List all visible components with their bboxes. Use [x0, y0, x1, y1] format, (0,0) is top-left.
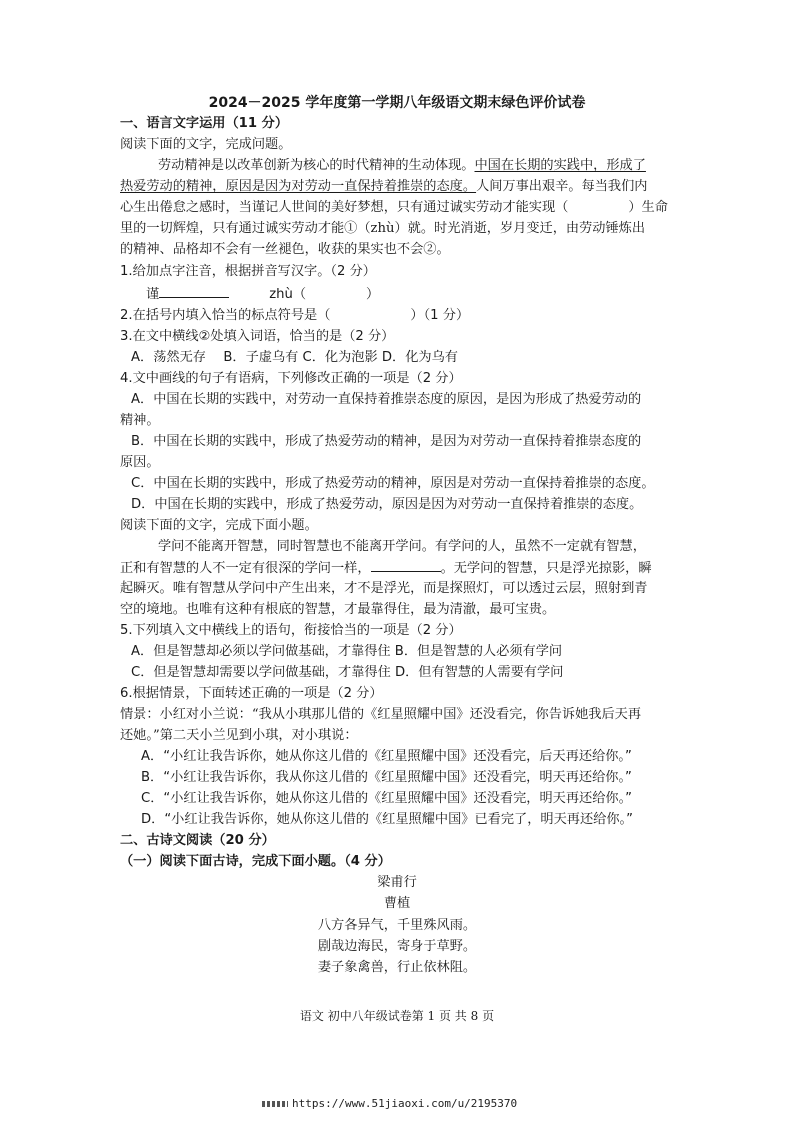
question-6-option-b: B．“小红让我告诉你，我从你这儿借的《红星照耀中国》还没看完，明天再还给你。” — [141, 770, 632, 785]
poem-author: 曹植 — [383, 896, 411, 911]
section-2-heading: 二、古诗文阅读（20 分） — [120, 833, 275, 848]
question-4-option-a-cont: 精神。 — [120, 413, 160, 428]
question-4-option-b: B．中国在长期的实践中，形成了热爱劳动的精神，是因为对劳动一直保持着推崇态度的 — [131, 434, 642, 449]
question-6-option-a: A．“小红让我告诉你，她从你这儿借的《红星照耀中国》还没看完，后天再还给你。” — [141, 749, 632, 764]
passage2-line1: 学问不能离开智慧，同时智慧也不能离开学问。有学问的人，虽然不一定就有智慧， — [158, 539, 646, 554]
reading-instruction-1: 阅读下面的文字，完成问题。 — [120, 137, 292, 152]
answer-blank[interactable] — [159, 284, 229, 298]
question-5-options-cd: C．但是智慧却需要以学问做基础，才靠得住 D．但有智慧的人需要有学问 — [131, 665, 564, 680]
poem-line-3: 妻子象禽兽，行止依林阻。 — [317, 960, 477, 975]
scenario-line2: 还她。”第二天小兰见到小琪，对小琪说： — [120, 728, 358, 743]
answer-blank[interactable] — [371, 558, 441, 572]
page-footer: 语文 初中八年级试卷第 1 页 共 8 页 — [299, 1009, 495, 1023]
question-1-answer-line: 谨 zhù（ ） — [146, 284, 379, 305]
section-2-sub1: （一）阅读下面古诗，完成下面小题。（4 分） — [120, 854, 391, 869]
question-6: 6.根据情景，下面转述正确的一项是（2 分） — [120, 686, 383, 701]
poem-line-1: 八方各异气，千里殊风雨。 — [317, 918, 477, 933]
passage1-line4: 里的一切辉煌，只有通过诚实劳动才能①（zhù）就。时光消逝，岁月变迁，由劳动锤炼出 — [120, 221, 646, 236]
question-1: 1.给加点字注音，根据拼音写汉字。（2 分） — [120, 264, 376, 279]
poem-line-2: 剧哉边海民，寄身于草野。 — [317, 939, 477, 954]
passage1-line1: 劳动精神是以改革创新为核心的时代精神的生动体现。中国在长期的实践中，形成了 — [158, 158, 646, 173]
watermark: https://www.51jiaoxi.com/u/2195370 — [262, 1094, 517, 1114]
passage2-line4: 空的境地。也唯有这种有根底的智慧，才最靠得住，最为清澈，最可宝贵。 — [120, 602, 556, 617]
underlined-sentence-part2: 热爱劳动的精神，原因是因为对劳动一直保持着推崇的态度。 — [120, 179, 477, 194]
passage1-line5: 的精神、品格却不会有一丝褪色，收获的果实也不会②。 — [120, 242, 450, 257]
question-2: 2.在括号内填入恰当的标点符号是（ ）（1 分） — [120, 308, 470, 323]
watermark-logo-icon — [262, 1101, 288, 1107]
question-5: 5.下列填入文中横线上的语句，衔接恰当的一项是（2 分） — [120, 623, 462, 638]
section-1-heading: 一、语言文字运用（11 分） — [120, 116, 289, 131]
question-4-option-b-cont: 原因。 — [120, 455, 160, 470]
poem-title: 梁甫行 — [377, 875, 417, 890]
question-4: 4.文中画线的句子有语病，下列修改正确的一项是（2 分） — [120, 371, 462, 386]
question-4-option-c: C．中国在长期的实践中，形成了热爱劳动的精神，原因是对劳动一直保持着推崇的态度。 — [131, 476, 655, 491]
question-3: 3.在文中横线②处填入词语，恰当的是（2 分） — [120, 329, 395, 344]
passage1-line2: 热爱劳动的精神，原因是因为对劳动一直保持着推崇的态度。人间万事出艰辛。每当我们内 — [120, 179, 648, 194]
question-5-options-ab: A．但是智慧却必须以学问做基础，才靠得住 B．但是智慧的人必须有学问 — [131, 644, 563, 659]
passage2-line2: 正和有智慧的人不一定有很深的学问一样， 。无学问的智慧，只是浮光掠影，瞬 — [120, 558, 652, 579]
question-3-options: A．荡然无存 B．子虚乌有 C．化为泡影 D．化为乌有 — [131, 350, 458, 365]
question-6-option-d: D．“小红让我告诉你，她从你这儿借的《红星照耀中国》已看完了，明天再还给你。” — [141, 812, 633, 827]
passage2-line3: 起瞬灭。唯有智慧从学问中产生出来，才不是浮光，而是探照灯，可以透过云层，照射到青 — [120, 581, 648, 596]
reading-instruction-2: 阅读下面的文字，完成下面小题。 — [120, 518, 318, 533]
exam-title: 2024－2025 学年度第一学期八年级语文期末绿色评价试卷 — [208, 95, 586, 111]
question-6-option-c: C．“小红让我告诉你，她从你这儿借的《红星照耀中国》还没看完，明天再还给你。” — [141, 791, 633, 806]
question-4-option-d: D．中国在长期的实践中，形成了热爱劳动，原因是因为对劳动一直保持着推崇的态度。 — [131, 497, 643, 512]
passage1-line3: 心生出倦怠之感时，当谨记人世间的美好梦想，只有通过诚实劳动才能实现（ ）生命 — [120, 200, 668, 215]
underlined-sentence-part1: 中国在长期的实践中，形成了 — [474, 158, 646, 173]
question-4-option-a: A．中国在长期的实践中，对劳动一直保持着推崇态度的原因，是因为形成了热爱劳动的 — [131, 392, 642, 407]
scenario-line1: 情景：小红对小兰说：“我从小琪那儿借的《红星照耀中国》还没看完，你告诉她我后天再 — [120, 707, 642, 722]
